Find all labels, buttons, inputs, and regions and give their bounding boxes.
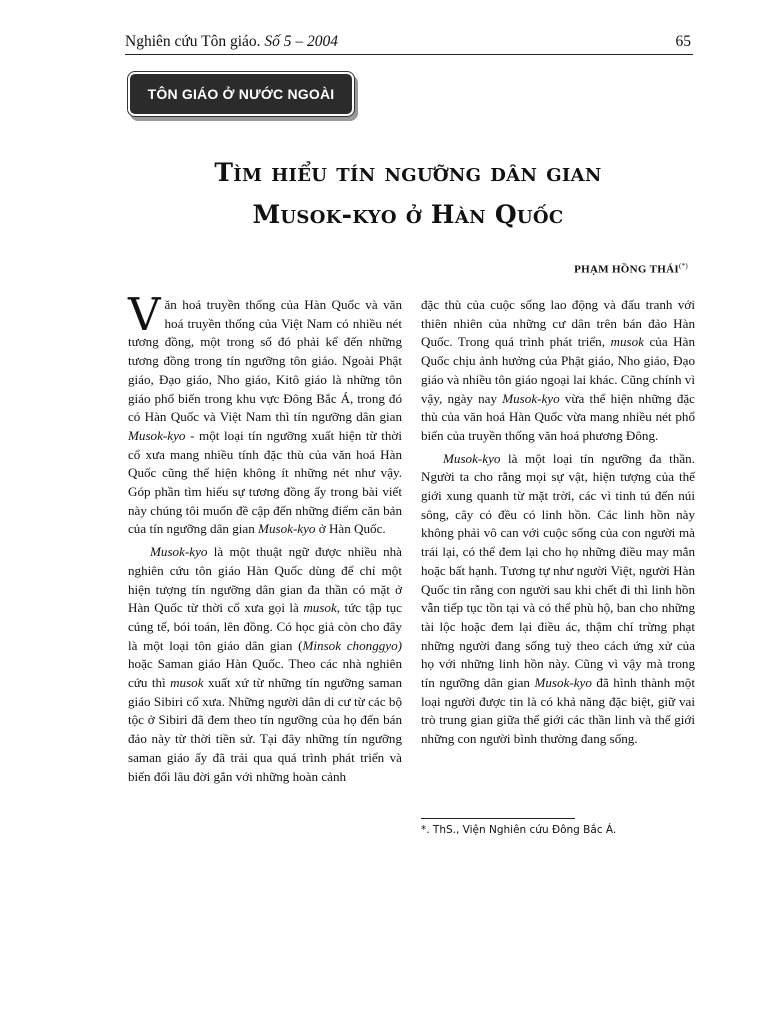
footnote: *. ThS., Viện Nghiên cứu Đông Bắc Á. bbox=[421, 824, 617, 836]
article-title-line-2: Musok-kyo ở Hàn Quốc bbox=[252, 200, 564, 229]
drop-cap: V bbox=[128, 288, 161, 341]
footnote-rule bbox=[421, 818, 575, 819]
section-tag: TÔN GIÁO Ở NƯỚC NGOÀI bbox=[130, 74, 352, 114]
paragraph-polytheism: Musok-kyo là một loại tín ngưỡng đa thần. Người ta cho rằng mọi sự vật, hiện tượng của thế giới xung quanh từ mặt trời, các vì tinh tú đến núi sông, cây cỏ đều có linh hồn. Các linh hồn này không phải vô can với cuộc sống của con người mà trái lại, có thể đem lại cho họ những điều may mắn hoặc bất hạnh. Tương tự như người Việt, người Hàn Quốc tin rằng con người sau khi chết đi thì linh hồn vẫn tiếp tục tồn tại và có thể phù hộ, ban cho những tài lộc hoặc đem lại điều ác, thậm chí trừng phạt những người đang sống tuỳ theo cách ứng xử của họ với những linh hồn này. Cũng vì vậy mà trong tín ngưỡng dân gian Musok-kyo đã hình thành một loại người được tin là có khả năng đặc biệt, giữ vai trò trung gian giữa thế giới các thần linh và thế giới những con người bình thường đang sống. bbox=[421, 450, 695, 747]
author-byline bbox=[574, 262, 688, 276]
issue-number: Số 5 – 2004 bbox=[264, 33, 339, 50]
author-name: PHẠM HỒNG THÁI bbox=[574, 263, 679, 276]
journal-name: Nghiên cứu Tôn giáo. Số 5 – 2004 bbox=[125, 33, 339, 50]
paragraph-continuation: đặc thù của cuộc sống lao động và đấu tranh với thiên nhiên của những cư dân trên bán đảo Hàn Quốc. Trong quá trình phát triển, musok của Hàn Quốc chịu ảnh hưởng của Phật giáo, Nho giáo, Đạo giáo và nhiều tôn giáo ngoại lai khác. Cũng chính vì vậy, ngày nay Musok-kyo vừa thể hiện những đặc thù của văn hoá Hàn Quốc vừa mang nhiều nét phổ biến của truyền thống văn hoá phương Đông. bbox=[421, 297, 695, 443]
header-rule bbox=[125, 54, 693, 55]
right-column bbox=[421, 296, 695, 749]
left-column bbox=[128, 288, 403, 786]
article-title-line-1: Tìm hiểu tín ngưỡng dân gian bbox=[214, 158, 602, 187]
page-number: 65 bbox=[675, 33, 691, 50]
paragraph-intro: Văn hoá truyền thống của Hàn Quốc và văn hoá truyền thống của Việt Nam có nhiều nét tương đồng, một trong số đó phải kể đến những tương đồng trong tín ngưỡng tôn giáo. Ngoài Phật giáo, Đạo giáo, Nho giáo, Kitô giáo là những tôn giáo phổ biến trong khu vực Đông Bắc Á, trong đó có Hàn Quốc và Việt Nam thì tín ngưỡng dân gian Musok-kyo - một loại tín ngưỡng xuất hiện từ thời cổ xưa mang nhiều tính đặc thù của văn hoá Hàn Quốc cũng thể hiện không ít những nét như vậy. Góp phần tìm hiểu sự tương đồng ấy trong bài viết này chúng tôi muốn đề cập đến những điểm căn bản của tín ngưỡng dân gian Musok-kyo ở Hàn Quốc. bbox=[128, 288, 402, 537]
author-footnote-mark: (*) bbox=[678, 262, 688, 270]
paragraph-definition: Musok-kyo là một thuật ngữ được nhiều nhà nghiên cứu tôn giáo Hàn Quốc dùng để chỉ một hiện tượng tín ngưỡng dân gian đa thần có mặt ở Hàn Quốc từ thời cổ xưa gọi là musok, tức tập tục cúng tế, bói toán, lên đồng. Có học giả còn cho đây là một loại tôn giáo dân gian (Minsok chonggyo) hoặc Saman giáo Hàn Quốc. Theo các nhà nghiên cứu thì musok xuất xứ từ những tín ngưỡng saman giáo Sibiri cổ xưa. Những người dân di cư từ các bộ tộc ở Sibiri đã đem theo tín ngưỡng của họ đến bán đảo này từ thời tiền sử. Tại đây những tín ngưỡng saman giáo ấy đã trải qua quá trình phát triển và biến đổi lâu đời gắn với những hoàn cảnh bbox=[128, 544, 403, 784]
